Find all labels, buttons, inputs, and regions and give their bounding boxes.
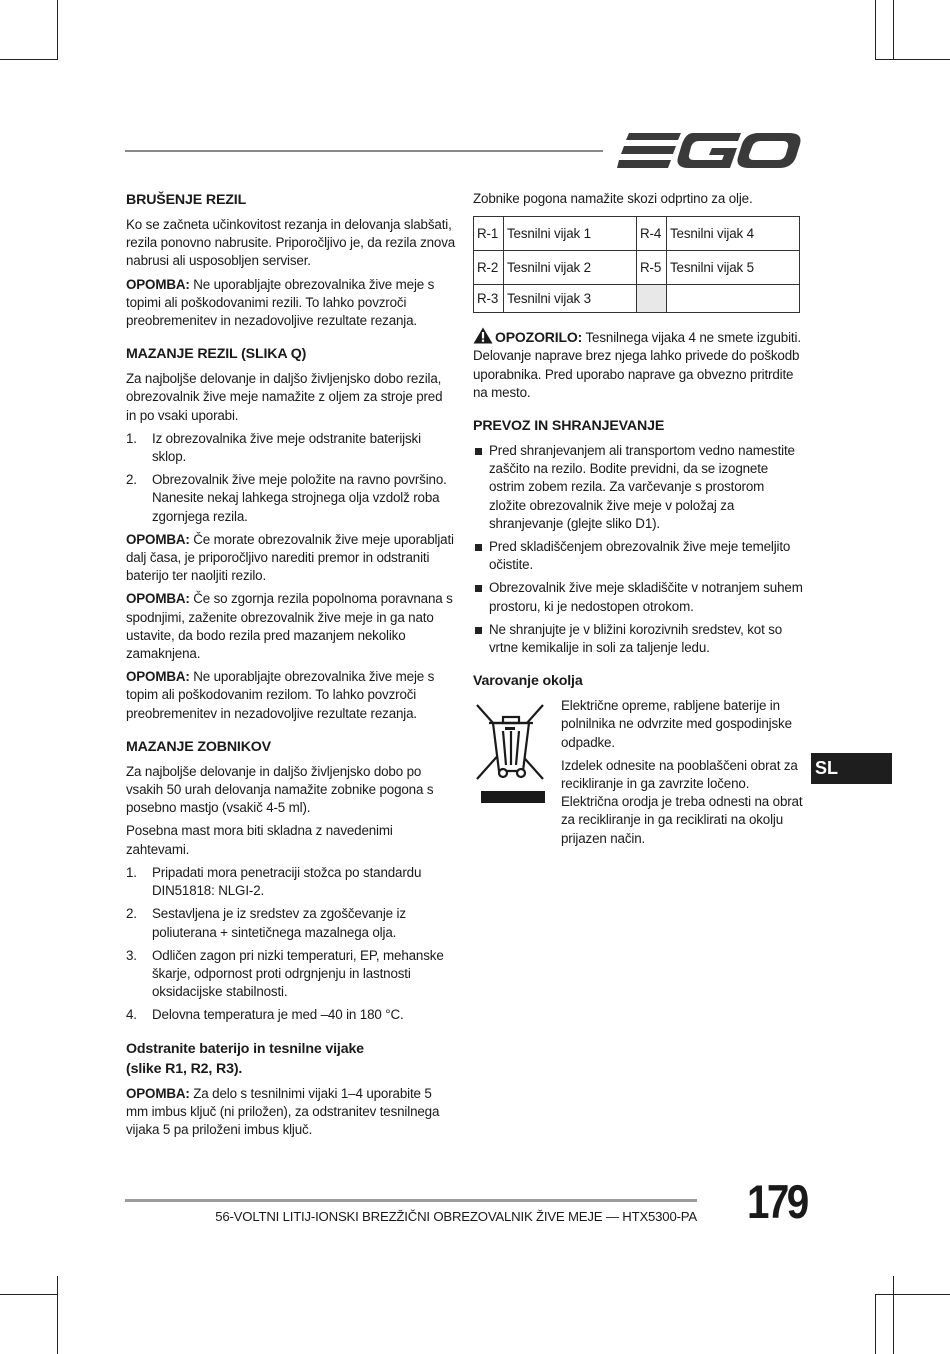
list-item [126, 947, 456, 1002]
bullet-list [473, 442, 803, 657]
item-text: Pred shranjevanjem ali transportom vedno namestite zaščito na rezilo. Bodite previdni, da se izognete ostrim zobem rezila. Za varčevanje s prostorom zložite obrezovalnik žive meje v položaj za shranjevanje (glejte sliko D1). [489, 443, 795, 531]
note [126, 276, 456, 331]
list-item [126, 430, 456, 466]
list-item [126, 1006, 456, 1024]
seal-screw-table [473, 216, 800, 313]
note-label: OPOMBA: [126, 531, 190, 547]
table-row [474, 217, 800, 251]
table-row [474, 251, 800, 285]
paragraph: Za najboljše delovanje in daljšo življenjsko dobo rezila, obrezovalnik žive meje namažite z oljem za stroje pred in po vsaki uporabi. [126, 371, 443, 423]
note-label: OPOMBA: [126, 1085, 190, 1101]
item-text: Sestavljena je iz sredstev za zgoščevanje iz poliuterana + sintetičnega mazalnega olja. [152, 906, 406, 940]
header-rule [125, 150, 603, 152]
step-list [126, 430, 456, 526]
item-number: 2. [126, 906, 137, 922]
section-heading: PREVOZ IN SHRANJEVANJE [473, 418, 665, 435]
warning-label: OPOZORILO: [495, 329, 583, 346]
paragraph: Zobnike pogona namažite skozi odprtino za olje. [473, 191, 753, 206]
table-cell: Tesnilni vijak 1 [504, 217, 637, 251]
table-cell-empty [667, 285, 800, 313]
item-text: Obrezovalnik žive meje skladiščite v notranjem suhem prostoru, ki je nedostopen otrokom. [489, 580, 803, 614]
heading-line: (slike R1, R2, R3). [126, 1060, 243, 1077]
crop-mark [0, 59, 58, 60]
table-cell: Tesnilni vijak 5 [667, 251, 800, 285]
list-item [126, 471, 456, 526]
square-bullet-icon [475, 448, 482, 455]
requirement-list [126, 864, 456, 1025]
crop-mark [57, 1294, 58, 1354]
table-cell: R-3 [474, 285, 504, 313]
warning-triangle-icon [473, 327, 493, 344]
item-text: Iz obrezovalnika žive meje odstranite baterijski sklop. [152, 430, 421, 465]
environment-text [561, 697, 803, 848]
footer-rule [125, 1199, 697, 1202]
item-number: 1. [126, 864, 137, 880]
item-text: Odličen zagon pri nizki temperaturi, EP, mehanske škarje, odpornost proti odrgnjenju in lastnosti oksidacijske stabilnosti. [152, 947, 444, 1000]
paragraph: Izdelek odnesite na pooblaščeni obrat za recikliranje in ga zavrzite ločeno. Električna orodja je treba odnesti na obrat za recikliranje in ga reciklirati na okolju prijazen način. [561, 757, 803, 846]
square-bullet-icon [475, 627, 482, 634]
paragraph: Električne opreme, rabljene baterije in polnilnika ne odvrzite med gospodinjske odpadke. [561, 698, 792, 750]
item-number: 4. [126, 1007, 137, 1023]
crop-mark [0, 1294, 58, 1295]
list-item [126, 905, 456, 941]
table-cell: Tesnilni vijak 2 [504, 251, 637, 285]
paragraph: Ko se začneta učinkovitost rezanja in delovanja slabšati, rezila ponovno nabrusite. Priporočljivo je, da rezila znova nabrusi ali usposobljen serviser. [126, 217, 456, 269]
section-lubricating-blades [126, 344, 456, 723]
square-bullet-icon [475, 585, 482, 592]
note [126, 531, 456, 586]
section-heading: MAZANJE REZIL (SLIKA Q) [126, 346, 307, 363]
section-heading: BRUŠENJE REZIL [126, 192, 247, 208]
language-tab: SL [811, 753, 892, 784]
section-heading [126, 1039, 456, 1079]
table-cell: R-2 [474, 251, 504, 285]
footer-title: 56-VOLTNI LITIJ-IONSKI BREZŽIČNI OBREZOVALNIK ŽIVE MEJE — HTX5300-PA [215, 1209, 697, 1224]
note [126, 1085, 456, 1140]
item-text: Pred skladiščenjem obrezovalnik žive meje temeljito očistite. [489, 539, 791, 573]
item-text: Pripadati mora penetraciji stožca po standardu DIN51818: NLGI-2. [152, 864, 422, 899]
item-number: 3. [126, 947, 137, 963]
crop-mark [893, 1276, 894, 1354]
table-row [474, 285, 800, 313]
left-column [126, 190, 456, 1144]
list-item [126, 864, 456, 900]
list-item [473, 538, 803, 574]
section-sharpening [126, 190, 456, 330]
crop-mark [875, 1294, 950, 1295]
note-text: Če so zgornja rezila popolnoma poravnana s spodnjimi, zaženite obrezovalnik žive meje in ga nato ustavite, da bodo rezila pred mazanjem nekoliko zamaknjena. [126, 591, 453, 662]
section-remove-battery [126, 1039, 456, 1140]
note-label: OPOMBA: [126, 591, 190, 607]
ego-logo [617, 129, 801, 173]
crop-mark [57, 1276, 58, 1294]
list-item [473, 621, 803, 657]
note-text: Za delo s tesnilnimi vijaki 1–4 uporabite 5 mm imbus ključ (ni priložen), za odstranitev tesnilnega vijaka 5 pa priloženi imbus ključ. [126, 1085, 440, 1137]
note-label: OPOMBA: [126, 276, 190, 292]
section-heading: MAZANJE ZOBNIKOV [126, 738, 271, 755]
crop-mark [875, 59, 950, 60]
table-cell-empty [637, 285, 667, 313]
table-cell: Tesnilni vijak 4 [667, 217, 800, 251]
note-label: OPOMBA: [126, 669, 190, 685]
section-lubricating-gears [126, 737, 456, 1025]
square-bullet-icon [475, 544, 482, 551]
list-item [473, 442, 803, 533]
table-cell: R-4 [637, 217, 667, 251]
warning [473, 327, 803, 402]
crossed-out-bin-icon [473, 703, 553, 803]
item-text: Obrezovalnik žive meje položite na ravno površino. Nanesite nekaj lahkega strojnega olja vzdolž roba zgornjega rezila. [152, 472, 447, 524]
environment-block [473, 697, 803, 848]
table-cell: R-5 [637, 251, 667, 285]
heading-line: Odstranite baterijo in tesnilne vijake [126, 1040, 364, 1057]
note-text: Ne uporabljajte obrezovalnika žive meje s topimi ali poškodovanimi rezili. To lahko povzroči preobremenitev in nezadovoljive rezultate rezanja. [126, 276, 435, 329]
note-text: Ne uporabljajte obrezovalnika žive meje s topim ali poškodovanim rezilom. To lahko povzroči preobremenitev in nezadovoljive rezultate rezanja. [126, 669, 435, 721]
item-number: 1. [126, 430, 137, 446]
note [126, 590, 456, 663]
item-text: Ne shranjujte je v bližini korozivnih sredstev, kot so vrtne kemikalije in soli za taljenje ledu. [489, 621, 783, 656]
section-environment [473, 671, 803, 848]
note [126, 668, 456, 723]
paragraph: Posebna mast mora biti skladna z navedenimi zahtevami. [126, 823, 393, 857]
warning-text: Tesnilnega vijaka 4 ne smete izgubiti. Delovanje naprave brez njega lahko privede do poškodb uporabnika. Pred uporabo naprave ga obvezno pritrdite na mesto. [473, 330, 801, 400]
crop-mark [875, 0, 876, 60]
section-heading: Varovanje okolja [473, 673, 583, 690]
item-text: Delovna temperatura je med –40 in 180 °C. [152, 1007, 404, 1023]
section-transport [473, 416, 803, 657]
page-number: 179 [746, 1175, 807, 1228]
crop-mark [875, 1294, 876, 1354]
table-cell: R-1 [474, 217, 504, 251]
item-number: 2. [126, 472, 137, 488]
note-text: Če morate obrezovalnik žive meje uporabljati dalj časa, je priporočljivo narediti premor in odstraniti baterijo ter naoljiti rezilo. [126, 531, 454, 584]
paragraph: Za najboljše delovanje in daljšo življenjsko dobo po vsakih 50 urah delovanja namažite zobnike pogona s posebno mastjo (vsakič 4-5 ml). [126, 763, 434, 816]
right-column [473, 190, 803, 853]
crop-mark [893, 0, 894, 60]
list-item [473, 579, 803, 615]
table-cell: Tesnilni vijak 3 [504, 285, 637, 313]
crop-mark [57, 0, 58, 60]
